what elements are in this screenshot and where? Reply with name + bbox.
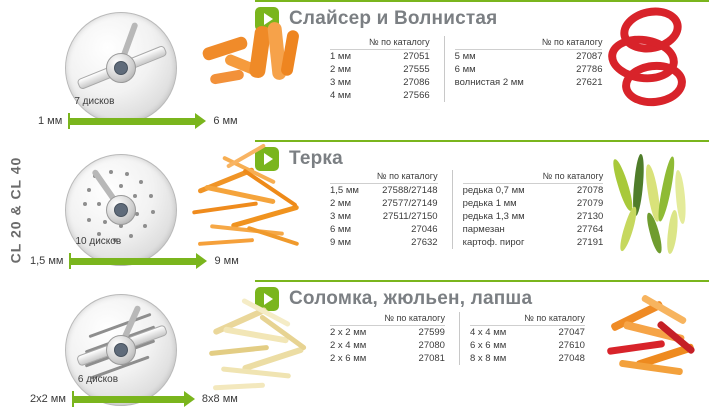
table-row: 2 x 6 мм 27081 bbox=[330, 353, 445, 364]
range-indicator-grater bbox=[30, 236, 239, 272]
table-row: 4 x 4 мм 27047 bbox=[469, 327, 585, 338]
zucchini-strips-image bbox=[610, 150, 705, 260]
section-title: Соломка, жюльен, лапша bbox=[289, 288, 533, 309]
product-family-text: CL 20 & CL 40 bbox=[7, 156, 24, 263]
range-bar bbox=[72, 374, 195, 410]
table-row: 8 x 8 мм 27048 bbox=[469, 353, 585, 364]
table-row: 2 мм 27555 bbox=[330, 64, 430, 75]
pepper-rings-image bbox=[600, 6, 700, 101]
product-family-label bbox=[0, 0, 30, 419]
table-row: 2 мм 27577/27149 bbox=[330, 198, 438, 209]
table-row: 2 x 4 мм 27080 bbox=[330, 340, 445, 351]
catalog-header: № по каталогу bbox=[524, 313, 585, 323]
catalog-table-left bbox=[330, 170, 438, 249]
range-to: 8x8 мм bbox=[201, 393, 238, 405]
section-title: Терка bbox=[289, 148, 343, 169]
table-row: редька 0,7 мм 27078 bbox=[462, 185, 604, 196]
table-row: 1,5 мм 27588/27148 bbox=[330, 185, 438, 196]
catalog-header: № по каталогу bbox=[541, 37, 603, 47]
section-julienne bbox=[30, 280, 709, 419]
sheet-content bbox=[30, 0, 709, 419]
table-row: 6 мм 27046 bbox=[330, 224, 438, 235]
catalog-tables bbox=[330, 36, 602, 102]
range-caption: 10 дисков bbox=[75, 236, 122, 247]
table-row: волнистая 2 мм 27621 bbox=[454, 77, 603, 88]
catalog-header: № по каталогу bbox=[384, 313, 445, 323]
catalog-header: № по каталогу bbox=[376, 171, 438, 181]
grater-disc-image bbox=[65, 154, 175, 264]
catalog-tables bbox=[330, 312, 585, 365]
section-slicer bbox=[30, 0, 709, 140]
range-caption: 7 дисков bbox=[74, 96, 115, 107]
table-row: 5 мм 27087 bbox=[454, 51, 603, 62]
range-from: 1,5 мм bbox=[30, 255, 64, 267]
catalog-header: № по каталогу bbox=[369, 37, 430, 47]
range-from: 1 мм bbox=[38, 115, 63, 127]
range-bar bbox=[68, 96, 206, 132]
catalog-tables bbox=[330, 170, 603, 249]
catalog-table-left bbox=[330, 36, 430, 102]
range-indicator-slicer bbox=[38, 96, 238, 132]
table-row: картоф. пирог 27191 bbox=[462, 237, 604, 248]
range-caption: 6 дисков bbox=[77, 374, 119, 385]
table-row: 4 мм 27566 bbox=[330, 90, 430, 101]
table-row: 1 мм 27051 bbox=[330, 51, 430, 62]
table-row: 6 мм 27786 bbox=[454, 64, 603, 75]
catalog-header: № по каталогу bbox=[542, 171, 604, 181]
range-from: 2x2 мм bbox=[30, 393, 66, 405]
table-row: пармезан 27764 bbox=[462, 224, 604, 235]
table-row: 9 мм 27632 bbox=[330, 237, 438, 248]
carrot-pepper-sticks-image bbox=[605, 294, 705, 389]
table-row: редька 1,3 мм 27130 bbox=[462, 211, 604, 222]
catalog-table-right bbox=[444, 36, 603, 102]
table-row: 2 x 2 мм 27599 bbox=[330, 327, 445, 338]
range-indicator-julienne bbox=[30, 374, 238, 410]
table-row: 3 мм 27086 bbox=[330, 77, 430, 88]
range-to: 6 мм bbox=[213, 115, 238, 127]
catalog-table-right bbox=[452, 170, 604, 249]
catalog-table-right bbox=[459, 312, 585, 365]
range-to: 9 мм bbox=[214, 255, 239, 267]
carrot-slices-image bbox=[200, 20, 310, 100]
section-title: Слайсер и Волнистая bbox=[289, 8, 498, 29]
table-row: редька 1 мм 27079 bbox=[462, 198, 604, 209]
catalog-table-left bbox=[330, 312, 445, 365]
section-grater bbox=[30, 140, 709, 280]
range-bar bbox=[69, 236, 207, 272]
potato-sticks-image bbox=[205, 296, 325, 401]
table-row: 6 x 6 мм 27610 bbox=[469, 340, 585, 351]
table-row: 3 мм 27511/27150 bbox=[330, 211, 438, 222]
